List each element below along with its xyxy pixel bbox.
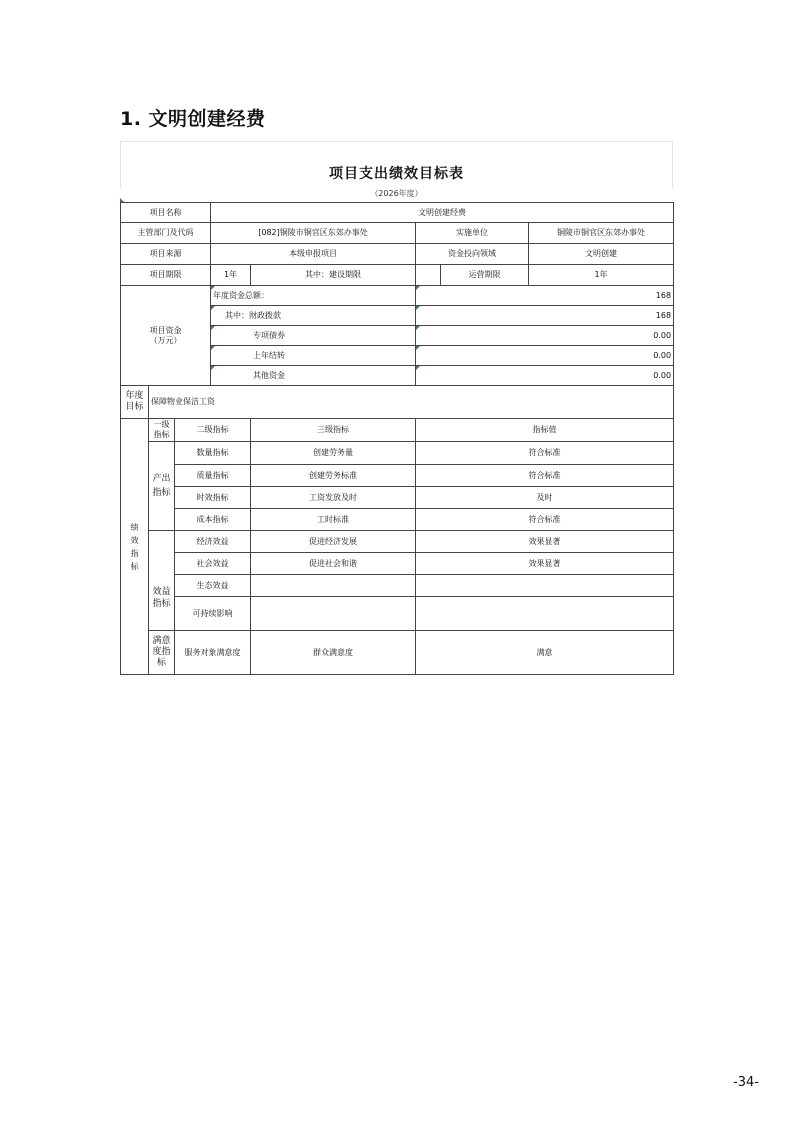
output-l2: 时效指标 xyxy=(175,487,251,509)
table-row xyxy=(121,597,674,631)
project-name-label: 项目名称 xyxy=(121,203,211,223)
table-row xyxy=(121,465,674,487)
construction-value xyxy=(416,265,441,285)
benefit-l3: 促进社会和谐 xyxy=(251,553,416,575)
table-row xyxy=(121,442,674,465)
output-l2: 质量指标 xyxy=(175,465,251,487)
performance-target-sheet xyxy=(120,141,673,675)
table-row xyxy=(121,487,674,509)
annual-goal-value: 保障物业保洁工资 xyxy=(149,386,674,419)
output-l2: 成本指标 xyxy=(175,509,251,531)
section-heading: 1. 文明创建经费 xyxy=(120,108,266,130)
satisfaction-l3: 群众满意度 xyxy=(251,631,416,675)
funds-total-label: 年度资金总额： xyxy=(211,286,416,306)
performance-table xyxy=(120,202,674,675)
field-value: 文明创建 xyxy=(529,244,674,265)
funds-carryover-label: 上年结转 xyxy=(211,346,416,366)
table-row xyxy=(121,244,674,265)
benefit-value: 效果显著 xyxy=(416,531,674,553)
satisfaction-l2: 服务对象满意度 xyxy=(175,631,251,675)
output-l3: 工资发放及时 xyxy=(251,487,416,509)
output-l3: 工时标准 xyxy=(251,509,416,531)
funds-carryover-value: 0.00 xyxy=(416,346,674,366)
table-row xyxy=(121,223,674,244)
table-row xyxy=(121,203,674,223)
benefit-label: 效益指标 xyxy=(149,531,175,631)
period-label: 项目期限 xyxy=(121,265,211,286)
perf-label: 绩效指标 xyxy=(121,419,149,675)
funds-fiscal-label: 其中：财政拨款 xyxy=(211,306,416,326)
impl-unit-label: 实施单位 xyxy=(416,223,529,244)
table-row xyxy=(121,509,674,531)
benefit-value xyxy=(416,575,674,597)
construction-cell xyxy=(251,265,529,286)
annual-goal-label: 年度目标 xyxy=(121,386,149,419)
cell-marker-icon xyxy=(120,198,124,202)
benefit-value: 效果显著 xyxy=(416,553,674,575)
benefit-value xyxy=(416,597,674,631)
benefit-l2: 社会效益 xyxy=(175,553,251,575)
output-value: 及时 xyxy=(416,487,674,509)
construction-label: 其中：建设期限 xyxy=(251,265,416,285)
benefit-l2: 可持续影响 xyxy=(175,597,251,631)
source-value: 本级申报项目 xyxy=(211,244,416,265)
table-row xyxy=(121,553,674,575)
funds-bond-value: 0.00 xyxy=(416,326,674,346)
funds-other-label: 其他资金 xyxy=(211,366,416,386)
output-value: 符合标准 xyxy=(416,509,674,531)
table-row xyxy=(121,286,674,306)
funds-total-value: 168 xyxy=(416,286,674,306)
output-l2: 数量指标 xyxy=(175,442,251,465)
dept-label: 主管部门及代码 xyxy=(121,223,211,244)
output-l3: 创建劳务量 xyxy=(251,442,416,465)
header-value: 指标值 xyxy=(416,419,674,442)
funds-bond-label: 专项债券 xyxy=(211,326,416,346)
table-row xyxy=(121,575,674,597)
funds-other-value: 0.00 xyxy=(416,366,674,386)
operation-value: 1年 xyxy=(529,265,674,286)
benefit-l2: 生态效益 xyxy=(175,575,251,597)
table-row xyxy=(121,419,674,442)
benefit-l2: 经济效益 xyxy=(175,531,251,553)
project-name-value: 文明创建经费 xyxy=(211,203,674,223)
header-l3: 三级指标 xyxy=(251,419,416,442)
satisfaction-label: 满意度指标 xyxy=(149,631,175,675)
impl-unit-value: 铜陵市铜官区东郊办事处 xyxy=(529,223,674,244)
header-l2: 二级指标 xyxy=(175,419,251,442)
dept-value: [082]铜陵市铜官区东郊办事处 xyxy=(211,223,416,244)
table-row xyxy=(121,531,674,553)
operation-label: 运营期限 xyxy=(468,270,501,280)
period-value: 1年 xyxy=(211,265,251,286)
sheet-top-band xyxy=(120,141,673,158)
table-row xyxy=(121,386,674,419)
table-row xyxy=(121,265,674,286)
output-l3: 创建劳务标准 xyxy=(251,465,416,487)
header-l1: 一级指标 xyxy=(149,419,175,442)
field-label: 资金投向领域 xyxy=(416,244,529,265)
benefit-l3: 促进经济发展 xyxy=(251,531,416,553)
source-label: 项目来源 xyxy=(121,244,211,265)
output-label: 产出指标 xyxy=(149,442,175,531)
page-number: -34- xyxy=(733,1075,759,1090)
output-value: 符合标准 xyxy=(416,442,674,465)
table-title: 项目支出绩效目标表 xyxy=(120,158,673,188)
table-row xyxy=(121,631,674,675)
output-value: 符合标准 xyxy=(416,465,674,487)
table-year: （2026年度） xyxy=(120,188,673,202)
funds-label: 项目资金 （万元） xyxy=(121,286,211,386)
benefit-l3 xyxy=(251,597,416,631)
benefit-l3 xyxy=(251,575,416,597)
satisfaction-value: 满意 xyxy=(416,631,674,675)
funds-fiscal-value: 168 xyxy=(416,306,674,326)
